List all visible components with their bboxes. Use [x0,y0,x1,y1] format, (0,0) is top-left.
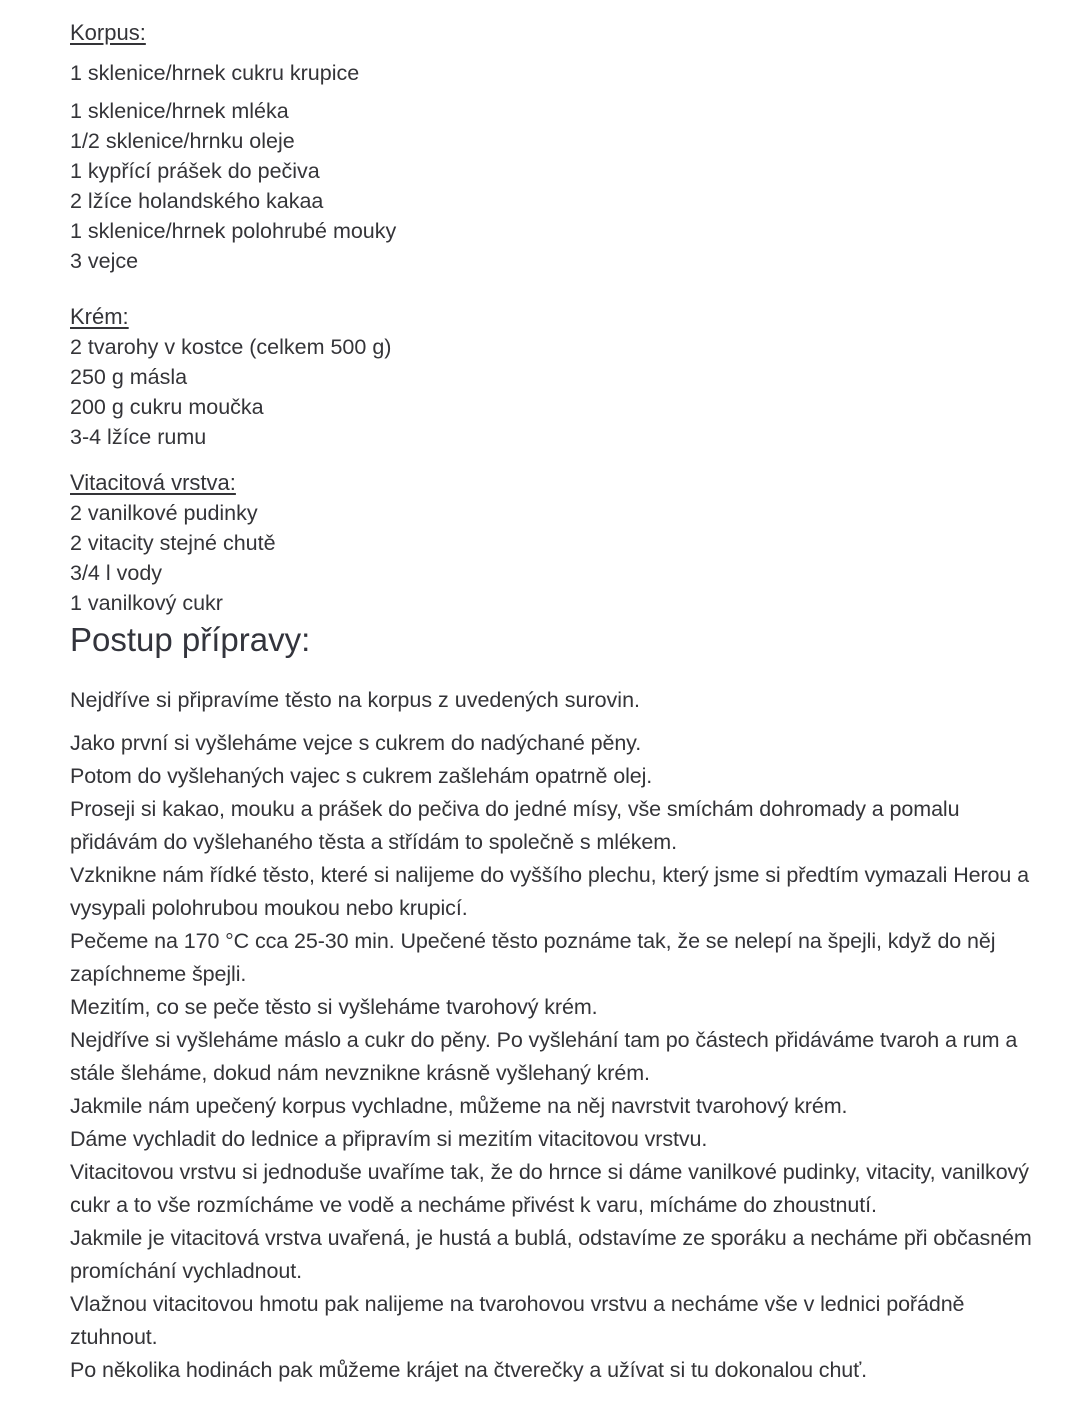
section-krem [70,302,1040,452]
steps-list [70,727,1038,1387]
step-paragraph: Pečeme na 170 °C cca 25-30 min. Upečené těsto poznáme tak, že se nelepí na špejli, když do něj zapíchneme špejli. [70,929,996,986]
section-title-krem: Krém: [70,304,129,329]
ingredient-line-lead: 1 sklenice/hrnek cukru krupice [70,61,360,85]
ingredient-line: 3-4 lžíce rumu [70,425,207,449]
section-vitacitova-vrstva [70,468,1040,618]
step-paragraph: Proseji si kakao, mouku a prášek do pečiva do jedné mísy, vše smíchám dohromady a pomalu přidávám do vyšlehaného těsta a střídám to společně s mlékem. [70,797,960,854]
step-paragraph: Potom do vyšlehaných vajec s cukrem zašlehám opatrně olej. [70,764,653,788]
steps-heading: Postup přípravy: [70,621,311,658]
ingredient-line: 200 g cukru moučka [70,395,264,419]
step-paragraph: Po několika hodinách pak můžeme krájet na čtverečky a užívat si tu dokonalou chuť. [70,1358,868,1382]
ingredient-list-vitacitova [70,498,1040,618]
ingredient-line: 1 sklenice/hrnek polohrubé mouky [70,219,397,243]
step-paragraph: Jako první si vyšleháme vejce s cukrem do nadýchané pěny. [70,731,642,755]
ingredient-line: 3/4 l vody [70,561,163,585]
ingredient-line: 2 vitacity stejné chutě [70,531,276,555]
ingredient-line: 2 lžíce holandského kakaa [70,189,324,213]
section-title-vitacitova: Vitacitová vrstva: [70,470,236,495]
step-paragraph: Vitacitovou vrstvu si jednoduše uvaříme tak, že do hrnce si dáme vanilkové pudinky, vitacity, vanilkový cukr a to vše rozmícháme ve vodě a necháme přivést k varu, mícháme do zhoustnutí. [70,1160,1029,1217]
ingredient-line: 1 sklenice/hrnek mléka [70,99,289,123]
ingredient-line: 3 vejce [70,249,139,273]
step-paragraph: Vlažnou vitacitovou hmotu pak nalijeme na tvarohovou vrstvu a necháme vše v lednici pořádně ztuhnout. [70,1292,965,1349]
ingredient-line: 2 tvarohy v kostce (celkem 500 g) [70,335,392,359]
step-paragraph: Dáme vychladit do lednice a připravím si mezitím vitacitovou vrstvu. [70,1127,708,1151]
section-korpus [70,18,1040,276]
ingredient-line: 1/2 sklenice/hrnku oleje [70,129,295,153]
intro-paragraph: Nejdříve si připravíme těsto na korpus z uvedených surovin. [70,688,641,712]
step-paragraph: Nejdříve si vyšleháme máslo a cukr do pěny. Po vyšlehání tam po částech přidáváme tvaroh a rum a stále šleháme, dokud nám nevznikne krásně vyšlehaný krém. [70,1028,1018,1085]
ingredient-list-korpus [70,96,1040,276]
step-paragraph: Jakmile nám upečený korpus vychladne, můžeme na něj navrstvit tvarohový krém. [70,1094,848,1118]
ingredient-line: 2 vanilkové pudinky [70,501,258,525]
step-paragraph: Vzknikne nám řídké těsto, které si nalijeme do vyššího plechu, který jsme si předtím vymazali Herou a vysypali polohrubou moukou nebo krupicí. [70,863,1029,920]
step-paragraph: Mezitím, co se peče těsto si vyšleháme tvarohový krém. [70,995,598,1019]
section-title-korpus: Korpus: [70,20,146,45]
ingredient-line: 1 vanilkový cukr [70,591,223,615]
ingredient-line: 1 kypřící prášek do pečiva [70,159,320,183]
ingredient-line: 250 g másla [70,365,188,389]
step-paragraph: Jakmile je vitacitová vrstva uvařená, je hustá a bublá, odstavíme ze sporáku a necháme při občasném promíchání vychladnout. [70,1226,1032,1283]
ingredient-list-krem [70,332,1040,452]
